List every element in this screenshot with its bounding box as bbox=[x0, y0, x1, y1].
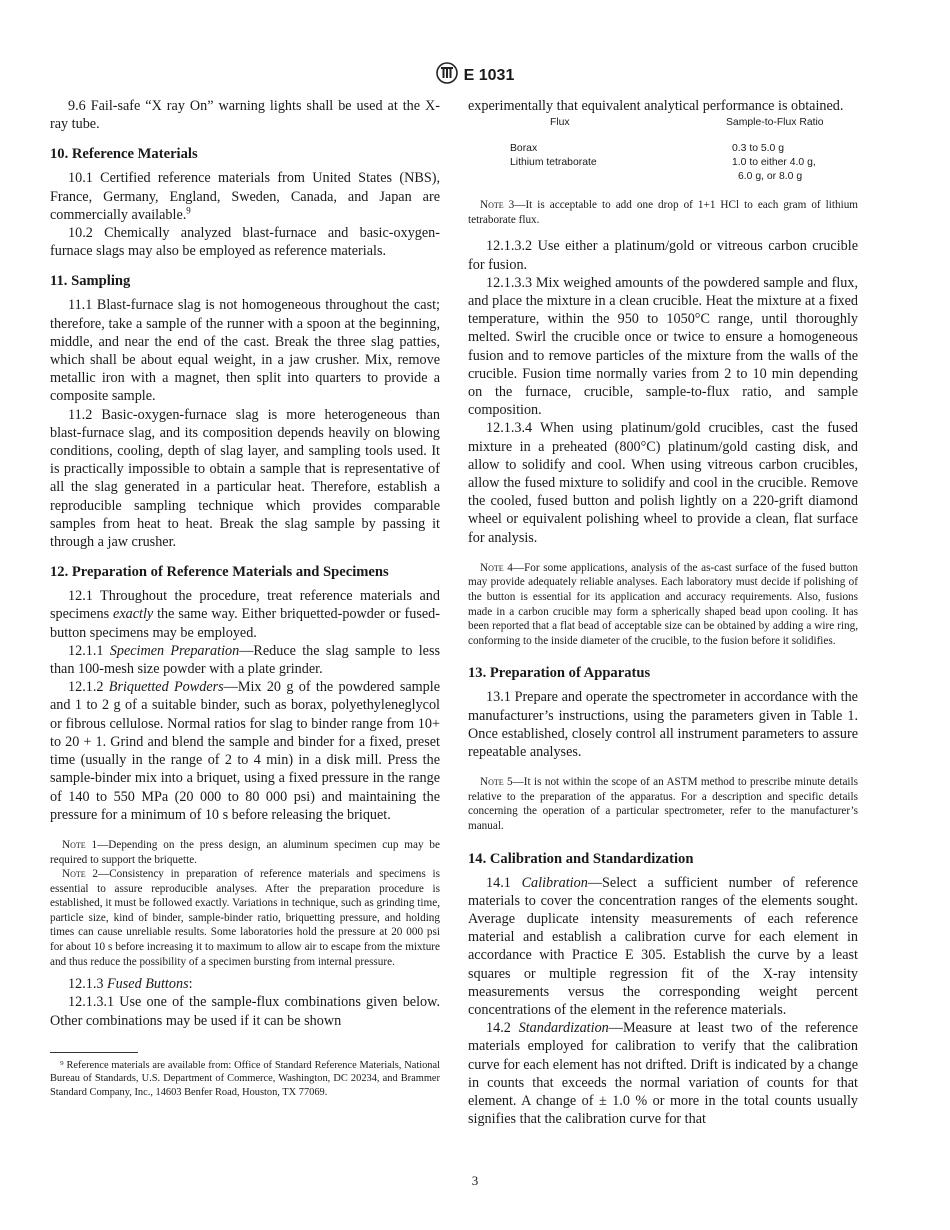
note-2: Note 2—Consistency in preparation of reference materials and specimens is essential to assure reproducible analyses. After the preparation procedure is established, it must be followed exactly. Variations in technique, such as grinding time, particle size, kind of binder, sample-binder ratio, briquetting pressure, and holding times can cause unreliable results. Some laboratories hold the pressure at 20 000 psi for about 10 s before increasing it to maximum to allow air to escape from the mixture and thus reduce the possibility of a specimen bursting from internal pressure. bbox=[50, 868, 440, 968]
flux-table bbox=[510, 117, 824, 184]
paragraph-12-1-3-4: 12.1.3.4 When using platinum/gold crucibles, cast the fused mixture in a preheated (800°C) platinum/gold casting disk, and allow to solidify and cool. When using vitreous carbon crucibles, allow the fused mixture to solidify and cool in the crucible. Remove the cooled, fused button and polish lightly on a 220-grift diamond wheel or equivalent polishing wheel to provide a clean, flat surface for analysis. bbox=[468, 420, 858, 546]
note-4: Note 4—For some applications, analysis of the as-cast surface of the fused button may provide adequately reliable analyses. Each laboratory must decide if polishing of the button is essential for its application and accuracy requirements. Also, fusions made in a carbon crucible may form a spherically shaped bead upon cooling. It has been reported that a flat bead of acceptable size can be obtained by adding a wire ring, conforming to the inside diameter of the crucible, to the fusion before it solidifies. bbox=[468, 561, 858, 647]
page-header bbox=[0, 62, 950, 89]
paragraph-11-1: 11.1 Blast-furnace slag is not homogeneous throughout the cast; therefore, take a sample of the runner with a spoon at the beginning, middle, and near the end of the cast. Break the three slag patties, which shall be about equal weight, in a jaw crusher. Mix, remove metallic iron with a magnet, then split into quarters to provide a composite sample. bbox=[50, 297, 440, 405]
paragraph-10-2: 10.2 Chemically analyzed blast-furnace and basic-oxygen-furnace slags may also be employed as reference materials. bbox=[50, 225, 440, 260]
table-row bbox=[510, 142, 824, 156]
paragraph-11-2: 11.2 Basic-oxygen-furnace slag is more heterogeneous than blast-furnace slag, and its composition depends heavily on blowing conditions, cooling, depth of slag layer, and sampling tools used. It is practically impossible to obtain a sample that is representative of all the slag generated in a particular heat. Therefore, establish a reproducible sampling technique which provides comparable samples from heat to heat. Break the slag sample by passing it through a jaw crusher. bbox=[50, 406, 440, 551]
paragraph-12-1-3: 12.1.3 Fused Buttons: bbox=[68, 976, 193, 993]
flux-column-header: Flux bbox=[550, 117, 570, 129]
note-5: Note 5—It is not within the scope of an ASTM method to prescribe minute details relative to the preparation of the apparatus. For a description and specific details concerning the operation of a particular spectrometer, refer to the manufacturer’s manual. bbox=[468, 776, 858, 832]
document-designation: E 1031 bbox=[463, 66, 515, 84]
paragraph-12-1-2: 12.1.2 Briquetted Powders—Mix 20 g of the powdered sample and 1 to 2 g of a suitable binder, such as borax, polyethyleneglycol or fibrous cellulose. Normal ratios for slag to binder range from 10+ to 20 + 1. Grind and blend the sample and binder for a fixed, preset time (usually in the range of 2 to 4 min) in a disk mill. Press the sample-binder mix into a briquet, using a fixed pressure in the range of 140 to 550 MPa (20 000 to 80 000 psi) and maintaining the pressure for a minimum of 10 s before releasing the briquet. bbox=[50, 679, 441, 823]
flux-ratio: 1.0 to either 4.0 g, 6.0 g, or 8.0 g bbox=[732, 157, 816, 183]
flux-table-header bbox=[510, 117, 824, 142]
footnote-9: ⁹ Reference materials are available from: Office of Standard Reference Materials, National Bureau of Standards, U.S. Department of Commerce, Washington, DC 20234, and Brammer Standard Company, Inc., 14603 Benfer Road, Houston, TX 77069. bbox=[50, 1059, 440, 1099]
page-number: 3 bbox=[471, 1173, 479, 1188]
right-column bbox=[468, 97, 858, 1128]
flux-name: Lithium tetraborate bbox=[510, 157, 597, 169]
ratio-column-header: Sample-to-Flux Ratio bbox=[726, 117, 824, 129]
paragraph-9-6: 9.6 Fail-safe “X ray On” warning lights shall be used at the X-ray tube. bbox=[50, 98, 440, 133]
paragraph-14-2: 14.2 Standardization—Measure at least two of the reference materials employed for calibration to verify that the calibration curve for each element has not drifted. Drift is indicated by a change in counts that exceeds the normal variation of counts for that element. A change of ± 1.0 % or more in the total counts usually signifies that the calibration curve for that bbox=[468, 1020, 858, 1128]
paragraph-12-1: 12.1 Throughout the procedure, treat reference materials and specimens exactly the same way. Either briquetted-powder or fused-button specimens may be employed. bbox=[50, 588, 440, 641]
paragraph-12-1-3-1: 12.1.3.1 Use one of the sample-flux combinations given below. Other combinations may be used if it can be shown bbox=[50, 994, 440, 1029]
section-heading-10: 10. Reference Materials bbox=[50, 146, 198, 163]
section-heading-13: 13. Preparation of Apparatus bbox=[468, 665, 651, 682]
section-heading-11: 11. Sampling bbox=[50, 273, 131, 290]
table-row bbox=[510, 156, 824, 184]
footnote-ref-9[interactable]: 9 bbox=[186, 205, 191, 216]
paragraph-10-1: 10.1 Certified reference materials from United States (NBS), France, Germany, England, Sweden, Canada, and Japan are commercially available.$^9$ bbox=[50, 170, 440, 223]
paragraph-12-1-1: 12.1.1 Specimen Preparation—Reduce the slag sample to less than 100-mesh size powder with a plate grinder. bbox=[50, 642, 440, 678]
paragraph-12-1-3-3: 12.1.3.3 Mix weighed amounts of the powdered sample and flux, and place the mixture in a clean crucible. Heat the mixture at a fixed temperature, within the 950 to 1050°C range, until thoroughly melted. Swirl the crucible once or twice to ensure a homogeneous fusion and to remove particles of the mixture from the walls of the crucible. Fusion time normally varies from 2 to 10 min depending on the furnace, crucible, sample-to-flux ratio, and sample composition. bbox=[468, 274, 858, 419]
section-heading-12: 12. Preparation of Reference Materials and Specimens bbox=[50, 564, 389, 581]
flux-name: Borax bbox=[510, 143, 538, 155]
paragraph-14-1: 14.1 Calibration—Select a sufficient number of reference materials to cover the concentration ranges of the elements sought. Average duplicate intensity measurements of each reference material and establish a calibration curve for each element in accordance with Practice E 305. Establish the curve by a least squares or multiple regression fit of the X-ray intensity measurements versus the corresponding weight percent concentrations of the element in the reference materials. bbox=[468, 874, 858, 1019]
section-heading-14: 14. Calibration and Standardization bbox=[468, 850, 694, 867]
astm-logo-icon bbox=[436, 62, 458, 89]
note-3: Note 3—It is acceptable to add one drop of 1+1 HCl to each gram of lithium tetraborate flux. bbox=[468, 199, 858, 226]
left-column bbox=[50, 97, 440, 1100]
paragraph-12-1-3-2: 12.1.3.2 Use either a platinum/gold or vitreous carbon crucible for fusion. bbox=[468, 238, 858, 273]
footnote-divider bbox=[50, 1052, 138, 1053]
flux-ratio: 0.3 to 5.0 g bbox=[732, 143, 784, 155]
note-1: Note 1—Depending on the press design, an aluminum specimen cup may be required to support the briquette. bbox=[50, 838, 440, 866]
paragraph-continuation: experimentally that equivalent analytical performance is obtained. bbox=[468, 98, 844, 114]
paragraph-13-1: 13.1 Prepare and operate the spectrometer in accordance with the manufacturer’s instructions, using the parameters given in Table 1. Once established, closely control all instrument parameters to assure repeatable analyses. bbox=[468, 689, 858, 761]
